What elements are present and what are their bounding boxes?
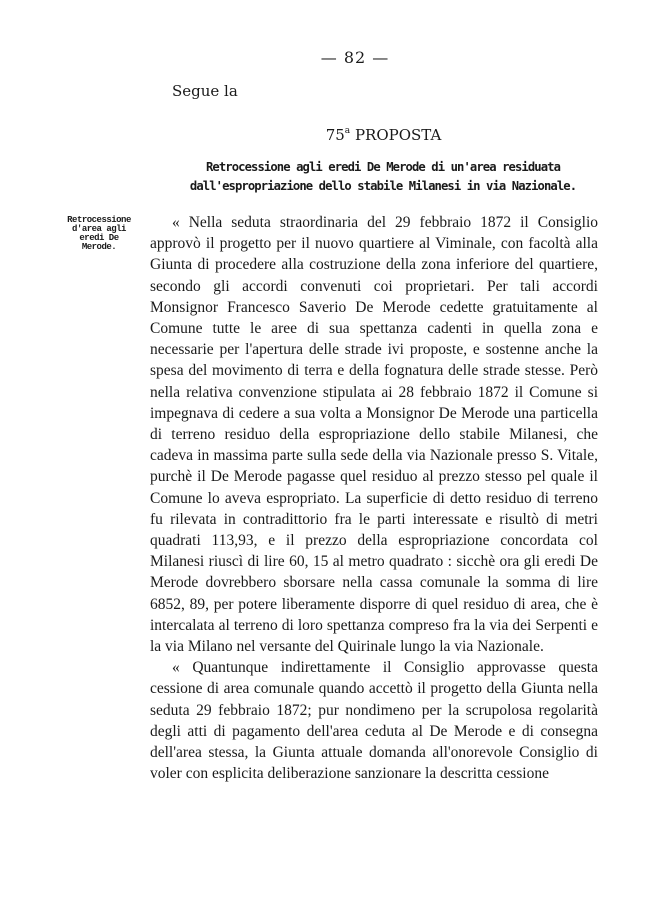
margin-note: Retrocessione d'area agli eredi De Merode. — [67, 215, 131, 252]
segue-heading: Segue la — [172, 82, 238, 100]
proposal-heading — [150, 126, 617, 144]
proposal-label: PROPOSTA — [354, 126, 442, 144]
page-number: — 82 — — [320, 48, 390, 67]
proposal-suffix: a — [344, 126, 351, 136]
proposal-title: Retrocessione agli eredi De Merode di un'area residuata dall'espropriazione dello stabile Milanesi in via Nazionale. — [189, 160, 577, 193]
proposal-number: 75 — [325, 126, 345, 144]
body-text — [150, 212, 598, 784]
paragraph-2: « Quantunque indirettamente il Consiglio approvasse questa cessione di area comunale quando accettò il progetto della Giunta nella seduta 29 febbraio 1872; pur nondimeno per la scrupolosa regolarità degli atti di pagamento dell'area ceduta al De Merode e di consegna dell'area stessa, la Giunta attuale domanda all'onorevole Consiglio di voler con esplicita deliberazione sanzionare la descritta cessione — [150, 659, 598, 783]
paragraph-1: « Nella seduta straordinaria del 29 febbraio 1872 il Consiglio approvò il progetto per il nuovo quartiere al Viminale, con facoltà alla Giunta di procedere alla costruzione della zona inferiore del quartiere, secondo gli accordi convenuti coi proprietari. Per tali accordi Monsignor Francesco Saverio De Merode cedette gratuitamente al Comune tutte le aree di sua spettanza cadenti in quella zona e necessarie per l'apertura delle strade ivi proposte, e sostenne anche la spesa del movimento di terra e della fognatura delle strade stesse. Però nella relativa convenzione stipulata ai 28 febbraio 1872 il Comune si impegnava di cedere a sua volta a Monsignor De Merode una particella di terreno residuo della espropriazione dello stabile Milanesi, che cadeva in massima parte sulla sede della via Nazionale presso S. Vitale, purchè il De Merode pagasse quel residuo al prezzo stesso pel quale il Comune lo aveva espropriato. La superficie di detto residuo di terreno fu rilevata in contradittorio fra le parti interessate e risultò di metri quadrati 113,93, e il prezzo della espropriazione concordata col Milanesi riuscì di lire 60, 15 al metro quadrato : sicchè ora gli eredi De Merode dovrebbero sborsare nella cassa comunale la somma di lire 6852, 89, per potere liberamente disporre di quel residuo di area, che è intercalata al terreno di loro spettanza compreso fra la via dei Serpenti e la via Milano nel versante del Quirinale lungo la via Nazionale. — [150, 214, 598, 656]
